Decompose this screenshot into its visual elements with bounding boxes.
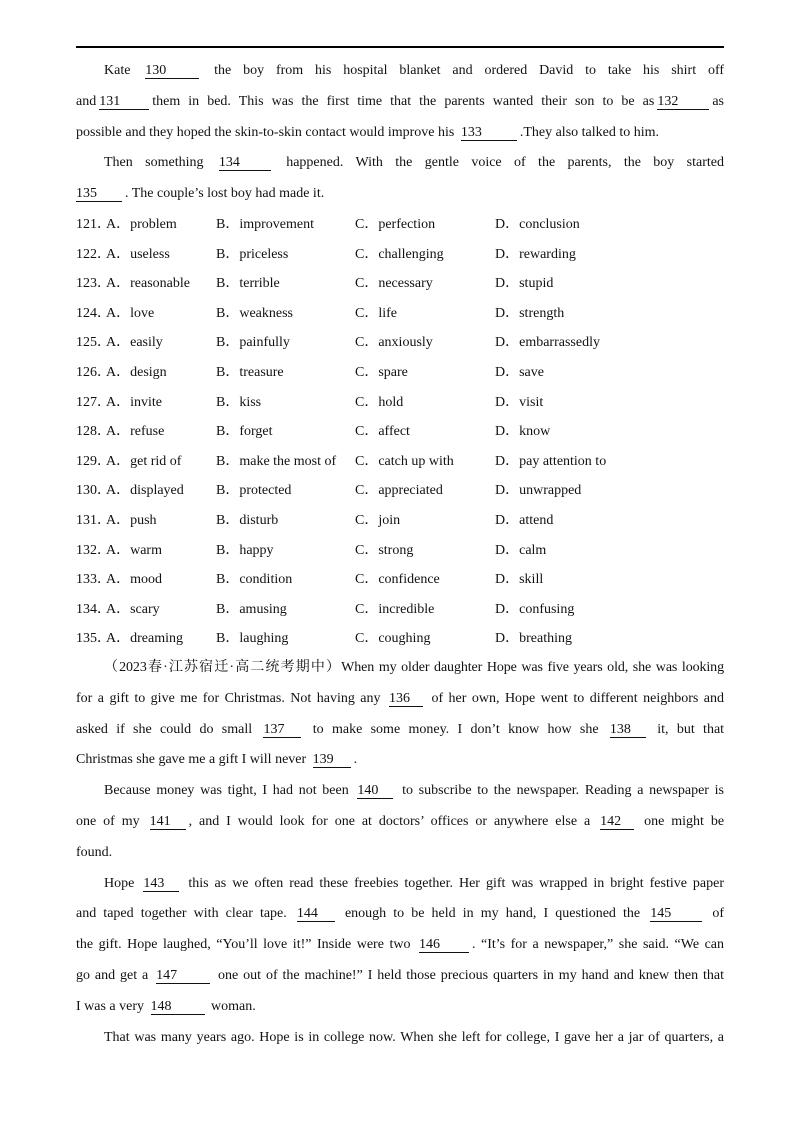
option-a: A．push [106, 512, 157, 528]
question-number: 132． [76, 542, 111, 558]
option-c: C．perfection [355, 217, 436, 232]
option-c: C．spare [355, 364, 408, 380]
option-c: C．appreciated [355, 483, 443, 499]
option-b: B．painfully [216, 335, 290, 351]
option-a: A．easily [106, 335, 163, 351]
option-c: C．hold [355, 394, 404, 410]
option-d: D．embarrassedly [495, 335, 600, 351]
option-d: D．rewarding [495, 246, 576, 262]
option-b: B．weakness [216, 305, 293, 321]
blank-143: 143 [143, 876, 179, 892]
option-b: B．treasure [216, 364, 284, 380]
passage-1 [76, 56, 724, 210]
option-b: B．priceless [216, 246, 289, 262]
option-row [76, 328, 724, 358]
option-c: C．coughing [355, 631, 431, 647]
blank-135: 135 [76, 186, 122, 202]
option-b: B．kiss [216, 394, 262, 410]
text-line: and 131 them in bed. This was the first time that the parents wanted their son to be as 132 as [76, 93, 724, 109]
text-line: I was a very 148 woman. [76, 998, 256, 1014]
top-rule [76, 46, 724, 48]
option-a: A．love [106, 305, 155, 321]
option-a: A．scary [106, 601, 160, 617]
text-line: one of my 141 , and I would look for one at doctors’ offices or anywhere else a 142 one might be [76, 813, 725, 829]
option-d: D．visit [495, 394, 544, 410]
text-line: Hope 143 this as we often read these freebies together. Her gift was wrapped in bright festive paper [104, 875, 725, 891]
passage-2 [76, 653, 724, 1053]
option-d: D．breathing [495, 631, 572, 647]
option-c: C．affect [355, 424, 410, 440]
option-b: B．disturb [216, 512, 279, 528]
option-d: D．stupid [495, 276, 554, 292]
question-number: 126． [76, 364, 111, 380]
question-number: 131． [76, 512, 111, 528]
question-number: 129． [76, 453, 111, 469]
blank-133: 133 [461, 125, 517, 141]
option-a: A．refuse [106, 424, 165, 440]
option-row [76, 476, 724, 506]
question-number: 127． [76, 394, 111, 410]
option-row [76, 506, 724, 536]
blank-144: 144 [297, 906, 335, 922]
option-b: B．laughing [216, 631, 289, 647]
text-line: Because money was tight, I had not been 140 to subscribe to the newspaper. Reading a newspaper is [104, 783, 724, 799]
blank-141: 141 [150, 814, 186, 830]
blank-130: 130 [145, 63, 199, 79]
option-b: B．protected [216, 483, 292, 499]
blank-134: 134 [219, 155, 271, 171]
text-line: 135 . The couple’s lost boy had made it. [76, 186, 325, 202]
text-line: Then something 134 happened. With the gentle voice of the parents, the boy started [104, 155, 724, 171]
blank-136: 136 [389, 691, 423, 707]
blank-139: 139 [313, 752, 351, 768]
option-row [76, 358, 724, 388]
question-number: 123． [76, 276, 111, 292]
option-a: A．warm [106, 542, 162, 558]
question-number: 133． [76, 572, 111, 588]
text-line: the gift. Hope laughed, “You’ll love it!” Inside were two 146 . “It’s for a newspaper,” she said. “We can [76, 937, 724, 953]
text-line: and taped together with clear tape. 144 enough to be held in my hand, I questioned the 145 of [76, 906, 724, 922]
option-row [76, 417, 724, 447]
option-a: A．problem [106, 217, 177, 232]
option-row [76, 595, 724, 625]
option-d: D．save [495, 364, 544, 380]
option-row [76, 210, 724, 240]
option-row [76, 536, 724, 566]
option-row [76, 240, 724, 270]
option-c: C．life [355, 305, 397, 321]
option-row [76, 565, 724, 595]
text-line: go and get a 147 one out of the machine!” I held those precious quarters in my hand and knew then that [76, 967, 725, 983]
text-line: possible and they hoped the skin-to-skin contact would improve his 133 .They also talked to him. [76, 124, 660, 140]
option-c: C．anxiously [355, 335, 433, 351]
question-number: 121． [76, 217, 111, 232]
option-a: A．get rid of [106, 453, 182, 469]
question-number: 134． [76, 601, 111, 617]
option-b: B．make the most of [216, 453, 337, 469]
question-number: 128． [76, 424, 111, 440]
text-line: asked if she could do small 137 to make some money. I don’t know how she 138 it, but that [76, 721, 725, 737]
option-d: D．attend [495, 512, 554, 528]
blank-132: 132 [657, 94, 709, 110]
option-d: D．confusing [495, 601, 575, 617]
option-d: D．pay attention to [495, 453, 607, 469]
option-b: B．terrible [216, 276, 280, 292]
text-line: Kate 130 the boy from his hospital blanket and ordered David to take his shirt off [104, 63, 725, 78]
blank-140: 140 [357, 783, 393, 799]
option-c: C．incredible [355, 601, 435, 617]
option-c: C．strong [355, 542, 414, 558]
option-c: C．challenging [355, 246, 444, 262]
question-number: 130． [76, 483, 111, 499]
option-c: C．confidence [355, 572, 440, 588]
text-line: Christmas she gave me a gift I will never 139 . [76, 752, 358, 768]
option-a: A．design [106, 364, 167, 380]
option-a: A．useless [106, 246, 170, 262]
blank-142: 142 [600, 814, 634, 830]
option-b: B．condition [216, 572, 293, 588]
option-d: D．calm [495, 542, 547, 558]
blank-131: 131 [99, 94, 149, 110]
option-c: C．join [355, 512, 401, 528]
blank-147: 147 [156, 968, 210, 984]
option-a: A．reasonable [106, 276, 190, 292]
option-d: D．strength [495, 305, 565, 321]
options-list [76, 210, 724, 654]
option-a: A．mood [106, 572, 162, 588]
option-d: D．conclusion [495, 217, 580, 232]
option-row [76, 447, 724, 477]
blank-145: 145 [650, 906, 702, 922]
option-b: B．forget [216, 424, 273, 440]
blank-137: 137 [263, 722, 301, 738]
option-b: B．amusing [216, 601, 287, 617]
option-d: D．know [495, 424, 551, 440]
option-row [76, 388, 724, 418]
blank-138: 138 [610, 722, 646, 738]
option-d: D．unwrapped [495, 483, 582, 499]
blank-146: 146 [419, 937, 469, 953]
option-d: D．skill [495, 572, 544, 588]
option-row [76, 624, 724, 654]
option-a: A．displayed [106, 483, 184, 499]
option-b: B．improvement [216, 217, 314, 232]
question-number: 122． [76, 246, 111, 262]
option-c: C．necessary [355, 276, 433, 292]
text-line: for a gift to give me for Christmas. Not having any 136 of her own, Hope went to different neighbors and [76, 690, 725, 706]
text-line: （2023春·江苏宿迁·高二统考期中）When my older daughter Hope was five years old, she was looking [104, 660, 724, 675]
question-number: 125． [76, 335, 111, 351]
option-row [76, 299, 724, 329]
option-b: B．happy [216, 542, 274, 558]
text-line: found. [76, 844, 113, 860]
option-a: A．dreaming [106, 631, 183, 647]
text-line: That was many years ago. Hope is in college now. When she left for college, I gave her a jar of quarters, a [104, 1029, 724, 1045]
blank-148: 148 [151, 999, 205, 1015]
option-a: A．invite [106, 394, 162, 410]
option-c: C．catch up with [355, 453, 454, 469]
question-number: 135． [76, 631, 111, 647]
option-row [76, 269, 724, 299]
question-number: 124． [76, 305, 111, 321]
